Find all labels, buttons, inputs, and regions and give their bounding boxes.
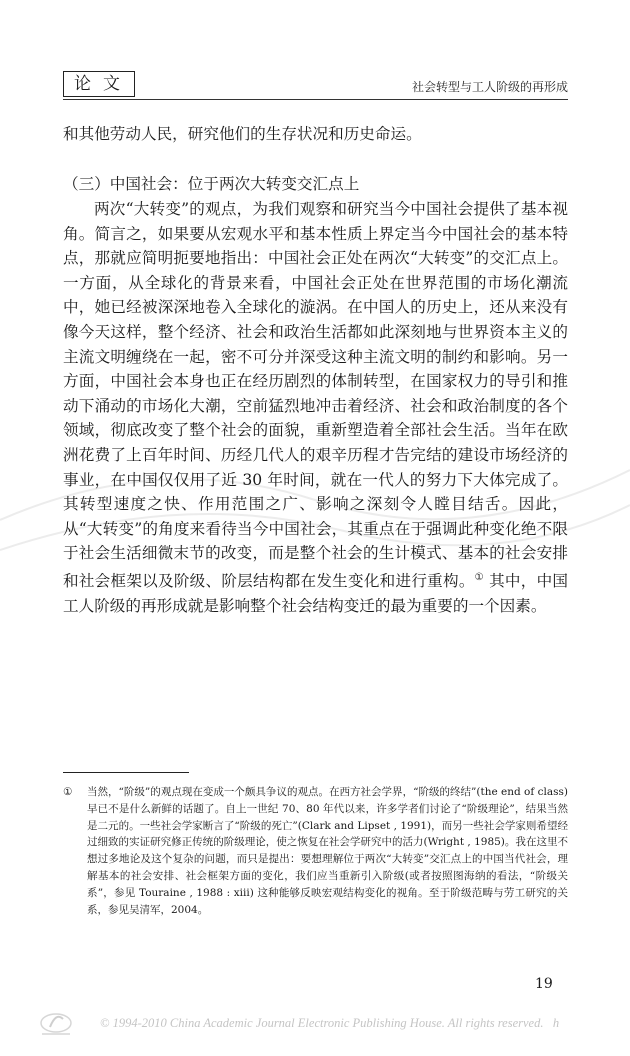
footnote-reference: ① — [474, 571, 484, 583]
section-heading: （三）中国社会：位于两次大转变交汇点上 — [63, 175, 360, 193]
footnote — [63, 784, 568, 918]
header-rule — [63, 99, 568, 100]
copyright-notice — [100, 1016, 559, 1031]
footer — [36, 1008, 630, 1038]
copyright-text: © 1994-2010 China Academic Journal Electronic Publishing House. All rights reserved. — [100, 1016, 544, 1030]
footnote-text: 当然，“阶级”的观点现在变成一个颇具争议的观点。在西方社会学界，“阶级的终结”(the end of class) 早已不是什么新鲜的话题了。自上一世纪 70、80 年代以来，许多学者们讨论了“阶级理论”，结果当然是二元的。一些社会学家断言了“阶级的死亡”(Clark and Lipset , 1991)，而另一些社会学家则希望经过细致的实证研究修正传统的阶级理论，使之恢复在社会学研究中的活力(Wright , 1985)。我在这里不想过多地论及这个复杂的问题，而只是提出：要想理解位于两次“大转变”交汇点上的中国当代社会，理解基本的社会安排、社会框架方面的变化，我们应当重新引入阶级(或者按照图海纳的看法，“阶级关系”，参见 Touraine , 1988 : xiii) 这种能够反映宏观结构变化的视角。至于阶级范畴与劳工研究的关系，参见吴清军，2004。 — [87, 786, 568, 916]
url-fragment: h — [552, 1016, 560, 1030]
continuation-line: 和其他劳动人民，研究他们的生存状况和历史命运。 — [63, 125, 422, 143]
paragraph-tail: 其中，中国工人阶级的再形成就是影响整个社会结构变迁的最为重要的一个因素。 — [63, 572, 568, 615]
paragraph-text: 两次“大转变”的观点，为我们观察和研究当今中国社会提供了基本视角。简言之，如果要从宏观水平和基本性质上界定当今中国社会的基本特点，那就应简明扼要地指出：中国社会正处在两次“大转变”的交汇点上。一方面，从全球化的背景来看，中国社会正处在世界范围的市场化潮流中，她已经被深深地卷入全球化的漩涡。在中国人的历史上，还从来没有像今天这样，整个经济、社会和政治生活都如此深刻地与世界资本主义的主流文明缠绕在一起，密不可分并深受这种主流文明的制约和影响。另一方面，中国社会本身也正在经历剧烈的体制转型，在国家权力的导引和推动下涌动的市场化大潮，空前猛烈地冲击着经济、社会和政治制度的各个领域，彻底改变了整个社会的面貌，重新塑造着全部社会生活。当年在欧洲花费了上百年时间、历经几代人的艰辛历程才告完结的建设市场经济的事业，在中国仅仅用了近 30 年时间，就在一代人的努力下大体完成了。其转型速度之快、作用范围之广、影响之深刻令人瞠目结舌。因此，从“大转变”的角度来看待当今中国社会，其重点在于强调此种变化绝不限于社会生活细微末节的改变，而是整个社会的生计模式、基本的社会安排和社会框架以及阶级、阶层结构都在发生变化和进行重构。 — [63, 200, 568, 591]
footnote-rule — [63, 772, 189, 773]
page-number: 19 — [535, 976, 553, 992]
section-label-box: 论文 — [63, 71, 135, 97]
body-paragraph — [63, 197, 568, 618]
footnote-marker: ① — [63, 786, 73, 798]
running-title: 社会转型与工人阶级的再形成 — [411, 80, 568, 94]
publisher-logo-icon — [36, 1008, 76, 1038]
